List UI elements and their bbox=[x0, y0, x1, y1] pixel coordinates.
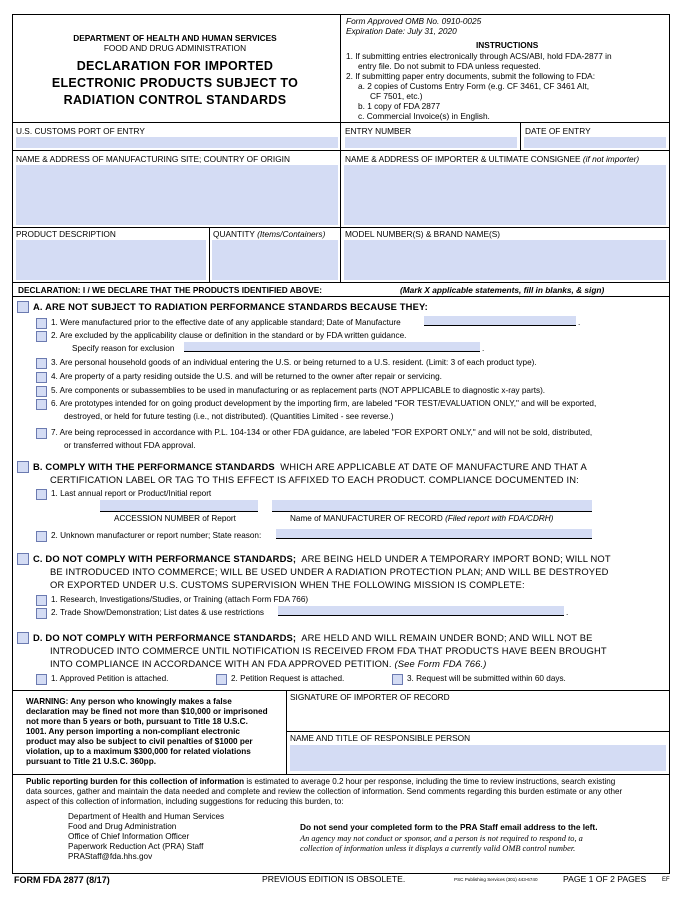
period: . bbox=[578, 318, 581, 327]
signature-label: SIGNATURE OF IMPORTER OF RECORD bbox=[290, 692, 450, 702]
instruction-line-3: 2. If submitting paper entry documents, submit the following to FDA: bbox=[346, 71, 596, 81]
form-title-line-3: RADIATION CONTROL STANDARDS bbox=[63, 93, 287, 107]
model-brand-input[interactable] bbox=[344, 240, 666, 280]
importer-label-note: (if not importer) bbox=[582, 154, 640, 164]
section-a-item-1: 1. Were manufactured prior to the effective date of any applicable standard; Date of Manufacture bbox=[51, 318, 401, 327]
section-d-item-1: 1. Approved Petition is attached. bbox=[51, 674, 169, 683]
quantity-label-text: QUANTITY bbox=[213, 229, 255, 239]
divider bbox=[340, 150, 341, 227]
section-a-checkbox[interactable] bbox=[17, 301, 29, 313]
warning-line-1: WARNING: Any person who knowingly makes a false bbox=[26, 697, 232, 706]
section-d-checkbox[interactable] bbox=[17, 632, 29, 644]
accession-number-input[interactable] bbox=[100, 500, 258, 511]
expiration-date: Expiration Date: July 31, 2020 bbox=[346, 26, 457, 36]
unknown-reason-input[interactable] bbox=[276, 529, 592, 539]
agency-name: FOOD AND DRUG ADMINISTRATION bbox=[103, 43, 247, 53]
burden-line-2: data sources, gather and maintain the data needed and complete and review the collection of information. Send comments regarding this burden estimate or any other bbox=[26, 787, 623, 796]
publisher: PSC Publishing Services (301) 443-6740 bbox=[454, 877, 538, 882]
section-a-item-7-checkbox[interactable] bbox=[36, 428, 47, 439]
accession-number-label: ACCESSION NUMBER of Report bbox=[114, 514, 236, 523]
divider bbox=[520, 122, 521, 150]
section-a-item-1-checkbox[interactable] bbox=[36, 318, 47, 329]
customs-port-label: U.S. CUSTOMS PORT OF ENTRY bbox=[16, 126, 145, 136]
warning-line-2: declaration may be fined not more than $10,000 or imprisoned bbox=[26, 707, 268, 716]
section-d-line-3 bbox=[50, 657, 487, 670]
exclusion-reason-input[interactable] bbox=[184, 342, 480, 352]
divider bbox=[12, 774, 670, 775]
period: . bbox=[482, 344, 485, 353]
divider bbox=[12, 690, 670, 691]
section-b-title-rest: WHICH ARE APPLICABLE AT DATE OF MANUFACTURE AND THAT A bbox=[280, 461, 587, 472]
section-d-line-3-note: (See Form FDA 766.) bbox=[394, 658, 487, 669]
date-of-manufacture-input[interactable] bbox=[424, 316, 576, 326]
department-name: DEPARTMENT OF HEALTH AND HUMAN SERVICES bbox=[73, 33, 277, 43]
manufacturer-underline bbox=[272, 511, 592, 512]
product-description-input[interactable] bbox=[16, 240, 206, 280]
divider bbox=[12, 150, 670, 151]
section-d-item-2: 2. Petition Request is attached. bbox=[231, 674, 345, 683]
entry-number-label: ENTRY NUMBER bbox=[345, 126, 412, 136]
instruction-line-6: b. 1 copy of FDA 2877 bbox=[358, 101, 441, 111]
section-a-item-5-checkbox[interactable] bbox=[36, 386, 47, 397]
section-a-item-5: 5. Are components or subassemblies to be used in manufacturing or as replacement parts (NOT APPLICABLE to diagnostic x-ray parts). bbox=[51, 386, 546, 395]
section-d-item-3: 3. Request will be submitted within 60 days. bbox=[407, 674, 566, 683]
section-c-item-1-checkbox[interactable] bbox=[36, 595, 47, 606]
section-d-title-rest: ARE HELD AND WILL REMAIN UNDER BOND; AND WILL NOT BE bbox=[301, 632, 593, 643]
section-a-item-6-cont: destroyed, or held for future testing (i.e., not distributed). (Quantities Limited - see reverse.) bbox=[64, 412, 394, 421]
header-divider bbox=[340, 14, 341, 122]
pra-notice-bold: Do not send your completed form to the PRA Staff email address to the left. bbox=[300, 822, 598, 832]
section-b-item-2-checkbox[interactable] bbox=[36, 531, 47, 542]
section-a-item-6-checkbox[interactable] bbox=[36, 399, 47, 410]
section-d-title-bold: D. DO NOT COMPLY WITH PERFORMANCE STANDARDS; bbox=[33, 632, 297, 643]
section-c-line-3: OR EXPORTED UNDER U.S. CUSTOMS SUPERVISION WHEN THE FOLLOWING MISSION IS COMPLETE: bbox=[50, 579, 525, 590]
divider bbox=[340, 122, 341, 150]
period: . bbox=[566, 608, 569, 617]
instruction-line-4: a. 2 copies of Customs Entry Form (e.g. CF 3461, CF 3461 Alt, bbox=[358, 81, 590, 91]
section-d-item-1-checkbox[interactable] bbox=[36, 674, 47, 685]
burden-line-1-rest: is estimated to average 0.2 hour per response, including the time to review instructions, search existing bbox=[246, 777, 616, 786]
section-a-title: A. ARE NOT SUBJECT TO RADIATION PERFORMANCE STANDARDS BECAUSE THEY: bbox=[33, 301, 428, 312]
burden-line-1 bbox=[26, 777, 615, 787]
divider bbox=[12, 227, 670, 228]
name-title-label: NAME AND TITLE OF RESPONSIBLE PERSON bbox=[290, 733, 471, 743]
declaration-label: DECLARATION: I / WE DECLARE THAT THE PRODUCTS IDENTIFIED ABOVE: bbox=[18, 285, 323, 295]
customs-port-input[interactable] bbox=[16, 137, 338, 148]
divider bbox=[286, 731, 670, 732]
section-b-item-1: 1. Last annual report or Product/Initial report bbox=[51, 489, 212, 498]
instruction-line-7: c. Commercial Invoice(s) in English. bbox=[358, 111, 490, 121]
divider bbox=[12, 122, 670, 123]
address-line-3: Office of Chief Information Officer bbox=[68, 832, 190, 841]
manufacturer-label-note: (Filed report with FDA/CDRH) bbox=[445, 514, 554, 523]
section-d-title bbox=[33, 631, 593, 644]
section-a-item-7-cont: or transferred without FDA approval. bbox=[64, 441, 196, 450]
form-title-line-1: DECLARATION FOR IMPORTED bbox=[76, 59, 274, 73]
exclusion-reason-label: Specify reason for exclusion bbox=[72, 344, 175, 353]
address-line-2: Food and Drug Administration bbox=[68, 822, 177, 831]
quantity-label bbox=[213, 229, 325, 239]
signature-input[interactable] bbox=[290, 704, 666, 730]
section-a-item-2: 2. Are excluded by the applicability clause or definition in the standard or by FDA written guidance. bbox=[51, 331, 407, 340]
section-b-item-2: 2. Unknown manufacturer or report number; State reason: bbox=[51, 531, 262, 540]
burden-line-3: aspect of this collection of information, including suggestions for reducing this burden, to: bbox=[26, 797, 344, 806]
obsolete-notice: PREVIOUS EDITION IS OBSOLETE. bbox=[262, 874, 406, 884]
divider bbox=[12, 296, 670, 297]
manufacturing-site-label: NAME & ADDRESS OF MANUFACTURING SITE; COUNTRY OF ORIGIN bbox=[16, 154, 290, 164]
section-a-item-7: 7. Are being reprocessed in accordance with P.L. 104-134 or other FDA guidance, are labeled "FOR EXPORT ONLY," and will not be sold, distributed, bbox=[51, 428, 593, 437]
section-d-line-2: INTRODUCED INTO COMMERCE UNTIL NOTIFICATION IS RECEIVED FROM FDA THAT PRODUCTS HAVE BEEN BROUGHT bbox=[50, 645, 607, 656]
importer-label-text: NAME & ADDRESS OF IMPORTER & ULTIMATE CONSIGNEE bbox=[345, 154, 581, 164]
manufacturer-of-record-input[interactable] bbox=[272, 500, 592, 511]
product-description-label: PRODUCT DESCRIPTION bbox=[16, 229, 116, 239]
form-id: FORM FDA 2877 (8/17) bbox=[14, 875, 110, 885]
section-a-item-4-checkbox[interactable] bbox=[36, 372, 47, 383]
page-number: PAGE 1 OF 2 PAGES bbox=[563, 874, 647, 884]
warning-line-5: product may also be subject to civil penalties of $1000 per bbox=[26, 737, 253, 746]
date-of-entry-input[interactable] bbox=[524, 137, 666, 148]
section-a-item-6: 6. Are prototypes intended for on going product development by the importing firm, are labeled "FOR TEST/EVALUATION ONLY," and will be exported, bbox=[51, 399, 597, 408]
section-c-item-1: 1. Research, Investigations/Studies, or Training (attach Form FDA 766) bbox=[51, 595, 309, 604]
section-c-item-2-checkbox[interactable] bbox=[36, 608, 47, 619]
divider bbox=[209, 227, 210, 282]
manufacturer-label-text: Name of MANUFACTURER OF RECORD bbox=[290, 514, 443, 523]
warning-line-6: violation, up to a maximum $300,000 for related violations bbox=[26, 747, 251, 756]
section-d-line-3-text: INTO COMPLIANCE IN ACCORDANCE WITH AN FDA APPROVED PETITION. bbox=[50, 658, 392, 669]
trade-show-dates-input[interactable] bbox=[278, 606, 564, 616]
address-line-4: Paperwork Reduction Act (PRA) Staff bbox=[68, 842, 204, 851]
burden-heading: Public reporting burden for this collection of information bbox=[26, 777, 245, 786]
entry-number-input[interactable] bbox=[345, 137, 517, 148]
section-a-item-2-checkbox[interactable] bbox=[36, 331, 47, 342]
declaration-note: (Mark X applicable statements, fill in blanks, & sign) bbox=[400, 285, 605, 295]
warning-line-4: 1001. Any person importing a non-compliant electronic bbox=[26, 727, 240, 736]
section-c-item-2: 2. Trade Show/Demonstration; List dates & use restrictions bbox=[51, 608, 264, 617]
divider bbox=[340, 227, 341, 282]
manufacturer-of-record-label bbox=[290, 514, 553, 524]
warning-line-7: pursuant to Title 21 U.S.C. 360pp. bbox=[26, 757, 156, 766]
section-b-line-2: CERTIFICATION LABEL OR TAG TO THIS EFFECT IS AFFIXED TO EACH PRODUCT. COMPLIANCE DOCUMENTED IN: bbox=[50, 474, 579, 485]
section-a-item-3: 3. Are personal household goods of an individual entering the U.S. or being returned to a U.S. resident. (Limit: 3 of each product type). bbox=[51, 358, 537, 367]
section-c-title bbox=[33, 552, 611, 565]
importer-label bbox=[345, 154, 639, 164]
burden-address bbox=[68, 812, 224, 862]
model-brand-label: MODEL NUMBER(S) & BRAND NAME(S) bbox=[345, 229, 501, 239]
accession-underline bbox=[100, 511, 258, 512]
section-b-item-1-checkbox[interactable] bbox=[36, 489, 47, 500]
section-c-title-bold: C. DO NOT COMPLY WITH PERFORMANCE STANDARDS; bbox=[33, 553, 297, 564]
instruction-line-5: CF 7501, etc.) bbox=[370, 91, 423, 101]
section-d-item-3-checkbox[interactable] bbox=[392, 674, 403, 685]
instruction-line-2: entry file. Do not submit to FDA unless requested. bbox=[358, 61, 541, 71]
divider bbox=[12, 282, 670, 283]
importer-input[interactable] bbox=[344, 165, 666, 225]
section-c-line-2: BE INTRODUCED INTO COMMERCE; WILL BE USED UNDER A RADIATION PROTECTION PLAN; AND WILL BE DESTROYED bbox=[50, 566, 609, 577]
manufacturing-site-input[interactable] bbox=[16, 165, 338, 225]
warning-block bbox=[26, 697, 282, 767]
pra-notice-italic-1: An agency may not conduct or sponsor, and a person is not required to respond to, a bbox=[300, 834, 583, 843]
warning-line-3: not more than 5 years or both, pursuant to Title 18 U.S.C. bbox=[26, 717, 248, 726]
pra-email: PRAStaff@fda.hhs.gov bbox=[68, 852, 153, 861]
date-of-entry-label: DATE OF ENTRY bbox=[525, 126, 591, 136]
section-a-item-3-checkbox[interactable] bbox=[36, 358, 47, 369]
form-title-line-2: ELECTRONIC PRODUCTS SUBJECT TO bbox=[51, 76, 299, 90]
section-b-title bbox=[33, 460, 587, 473]
section-d-item-2-checkbox[interactable] bbox=[216, 674, 227, 685]
divider bbox=[286, 690, 287, 774]
pra-notice-italic-2: collection of information unless it displays a currently valid OMB control number. bbox=[300, 844, 576, 853]
omb-number: Form Approved OMB No. 0910-0025 bbox=[346, 16, 482, 26]
section-a-item-4: 4. Are property of a party residing outside the U.S. and will be returned to the owner after repair or servicing. bbox=[51, 372, 442, 381]
section-c-checkbox[interactable] bbox=[17, 553, 29, 565]
quantity-input[interactable] bbox=[212, 240, 338, 280]
instructions-heading: INSTRUCTIONS bbox=[476, 40, 539, 50]
address-line-1: Department of Health and Human Services bbox=[68, 812, 225, 821]
ef-mark: EF bbox=[662, 877, 670, 883]
name-title-input[interactable] bbox=[290, 745, 666, 771]
instruction-line-1: 1. If submitting entries electronically through ACS/ABI, hold FDA-2877 in bbox=[346, 51, 612, 61]
quantity-label-note: (Items/Containers) bbox=[257, 229, 326, 239]
section-b-checkbox[interactable] bbox=[17, 461, 29, 473]
section-b-title-bold: B. COMPLY WITH THE PERFORMANCE STANDARDS bbox=[33, 461, 275, 472]
section-c-title-rest: ARE BEING HELD UNDER A TEMPORARY IMPORT BOND; WILL NOT bbox=[301, 553, 611, 564]
